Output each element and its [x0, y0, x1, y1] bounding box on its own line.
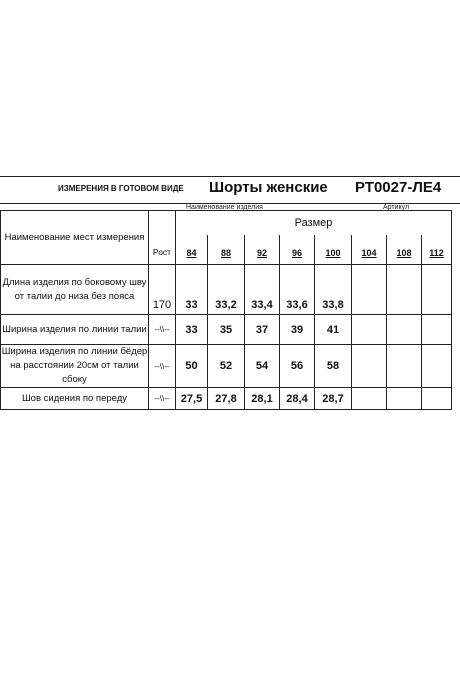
- cell-value: 33: [176, 315, 208, 345]
- cell-value: [387, 265, 422, 315]
- cell-value: 56: [280, 345, 315, 388]
- cell-value: 41: [315, 315, 352, 345]
- cell-value: 54: [245, 345, 280, 388]
- cell-value: 27,8: [208, 388, 245, 410]
- row-label: Длина изделия по боковому шву от талии до низа без пояса: [1, 265, 149, 315]
- row-label: Ширина изделия по линии талии: [1, 315, 149, 345]
- cell-value: [352, 345, 387, 388]
- cell-value: 33,6: [280, 265, 315, 315]
- cell-value: 50: [176, 345, 208, 388]
- table-row: [1, 315, 452, 345]
- measure-header: Наименование мест измерения: [1, 211, 149, 265]
- cell-value: [387, 388, 422, 410]
- cell-value: [422, 388, 452, 410]
- product-title: Шорты женские: [209, 179, 328, 196]
- cell-value: 35: [208, 315, 245, 345]
- row-height: 170: [149, 265, 176, 315]
- cell-value: 33: [176, 265, 208, 315]
- table-header-row-top: [1, 211, 452, 235]
- cell-value: [352, 265, 387, 315]
- cell-value: [352, 388, 387, 410]
- product-name-label: Наименование изделия: [186, 204, 263, 211]
- cell-value: [352, 315, 387, 345]
- cell-value: 28,4: [280, 388, 315, 410]
- row-height: --\\--: [149, 345, 176, 388]
- size-col-92: 92: [245, 235, 280, 265]
- row-height: --\\--: [149, 388, 176, 410]
- row-label: Шов сидения по переду: [1, 388, 149, 410]
- cell-value: [422, 345, 452, 388]
- size-col-108: 108: [387, 235, 422, 265]
- row-label: Ширина изделия по линии бёдер на расстоянии 20см от талии сбоку: [1, 345, 149, 388]
- sheet-caption: ИЗМЕРЕНИЯ В ГОТОВОМ ВИДЕ: [58, 184, 184, 193]
- table-row: [1, 265, 452, 315]
- cell-value: 28,7: [315, 388, 352, 410]
- sheet-header: [0, 176, 460, 204]
- cell-value: 33,4: [245, 265, 280, 315]
- article-label: Артикул: [383, 204, 410, 211]
- size-col-88: 88: [208, 235, 245, 265]
- cell-value: 58: [315, 345, 352, 388]
- size-col-100: 100: [315, 235, 352, 265]
- size-col-96: 96: [280, 235, 315, 265]
- cell-value: [422, 315, 452, 345]
- size-col-112: 112: [422, 235, 452, 265]
- cell-value: [422, 265, 452, 315]
- measurements-table: [0, 210, 452, 410]
- cell-value: 37: [245, 315, 280, 345]
- cell-value: 27,5: [176, 388, 208, 410]
- cell-value: [387, 345, 422, 388]
- table-row: [1, 345, 452, 388]
- height-header: Рост: [149, 211, 176, 265]
- cell-value: 33,2: [208, 265, 245, 315]
- size-chart-sheet: [0, 176, 460, 411]
- row-height: --\\--: [149, 315, 176, 345]
- size-header: Размер: [176, 211, 452, 235]
- cell-value: [387, 315, 422, 345]
- size-col-84: 84: [176, 235, 208, 265]
- table-row: [1, 388, 452, 410]
- size-col-104: 104: [352, 235, 387, 265]
- cell-value: 52: [208, 345, 245, 388]
- cell-value: 39: [280, 315, 315, 345]
- cell-value: 33,8: [315, 265, 352, 315]
- cell-value: 28,1: [245, 388, 280, 410]
- article-number: РТ0027-ЛЕ4: [355, 179, 442, 196]
